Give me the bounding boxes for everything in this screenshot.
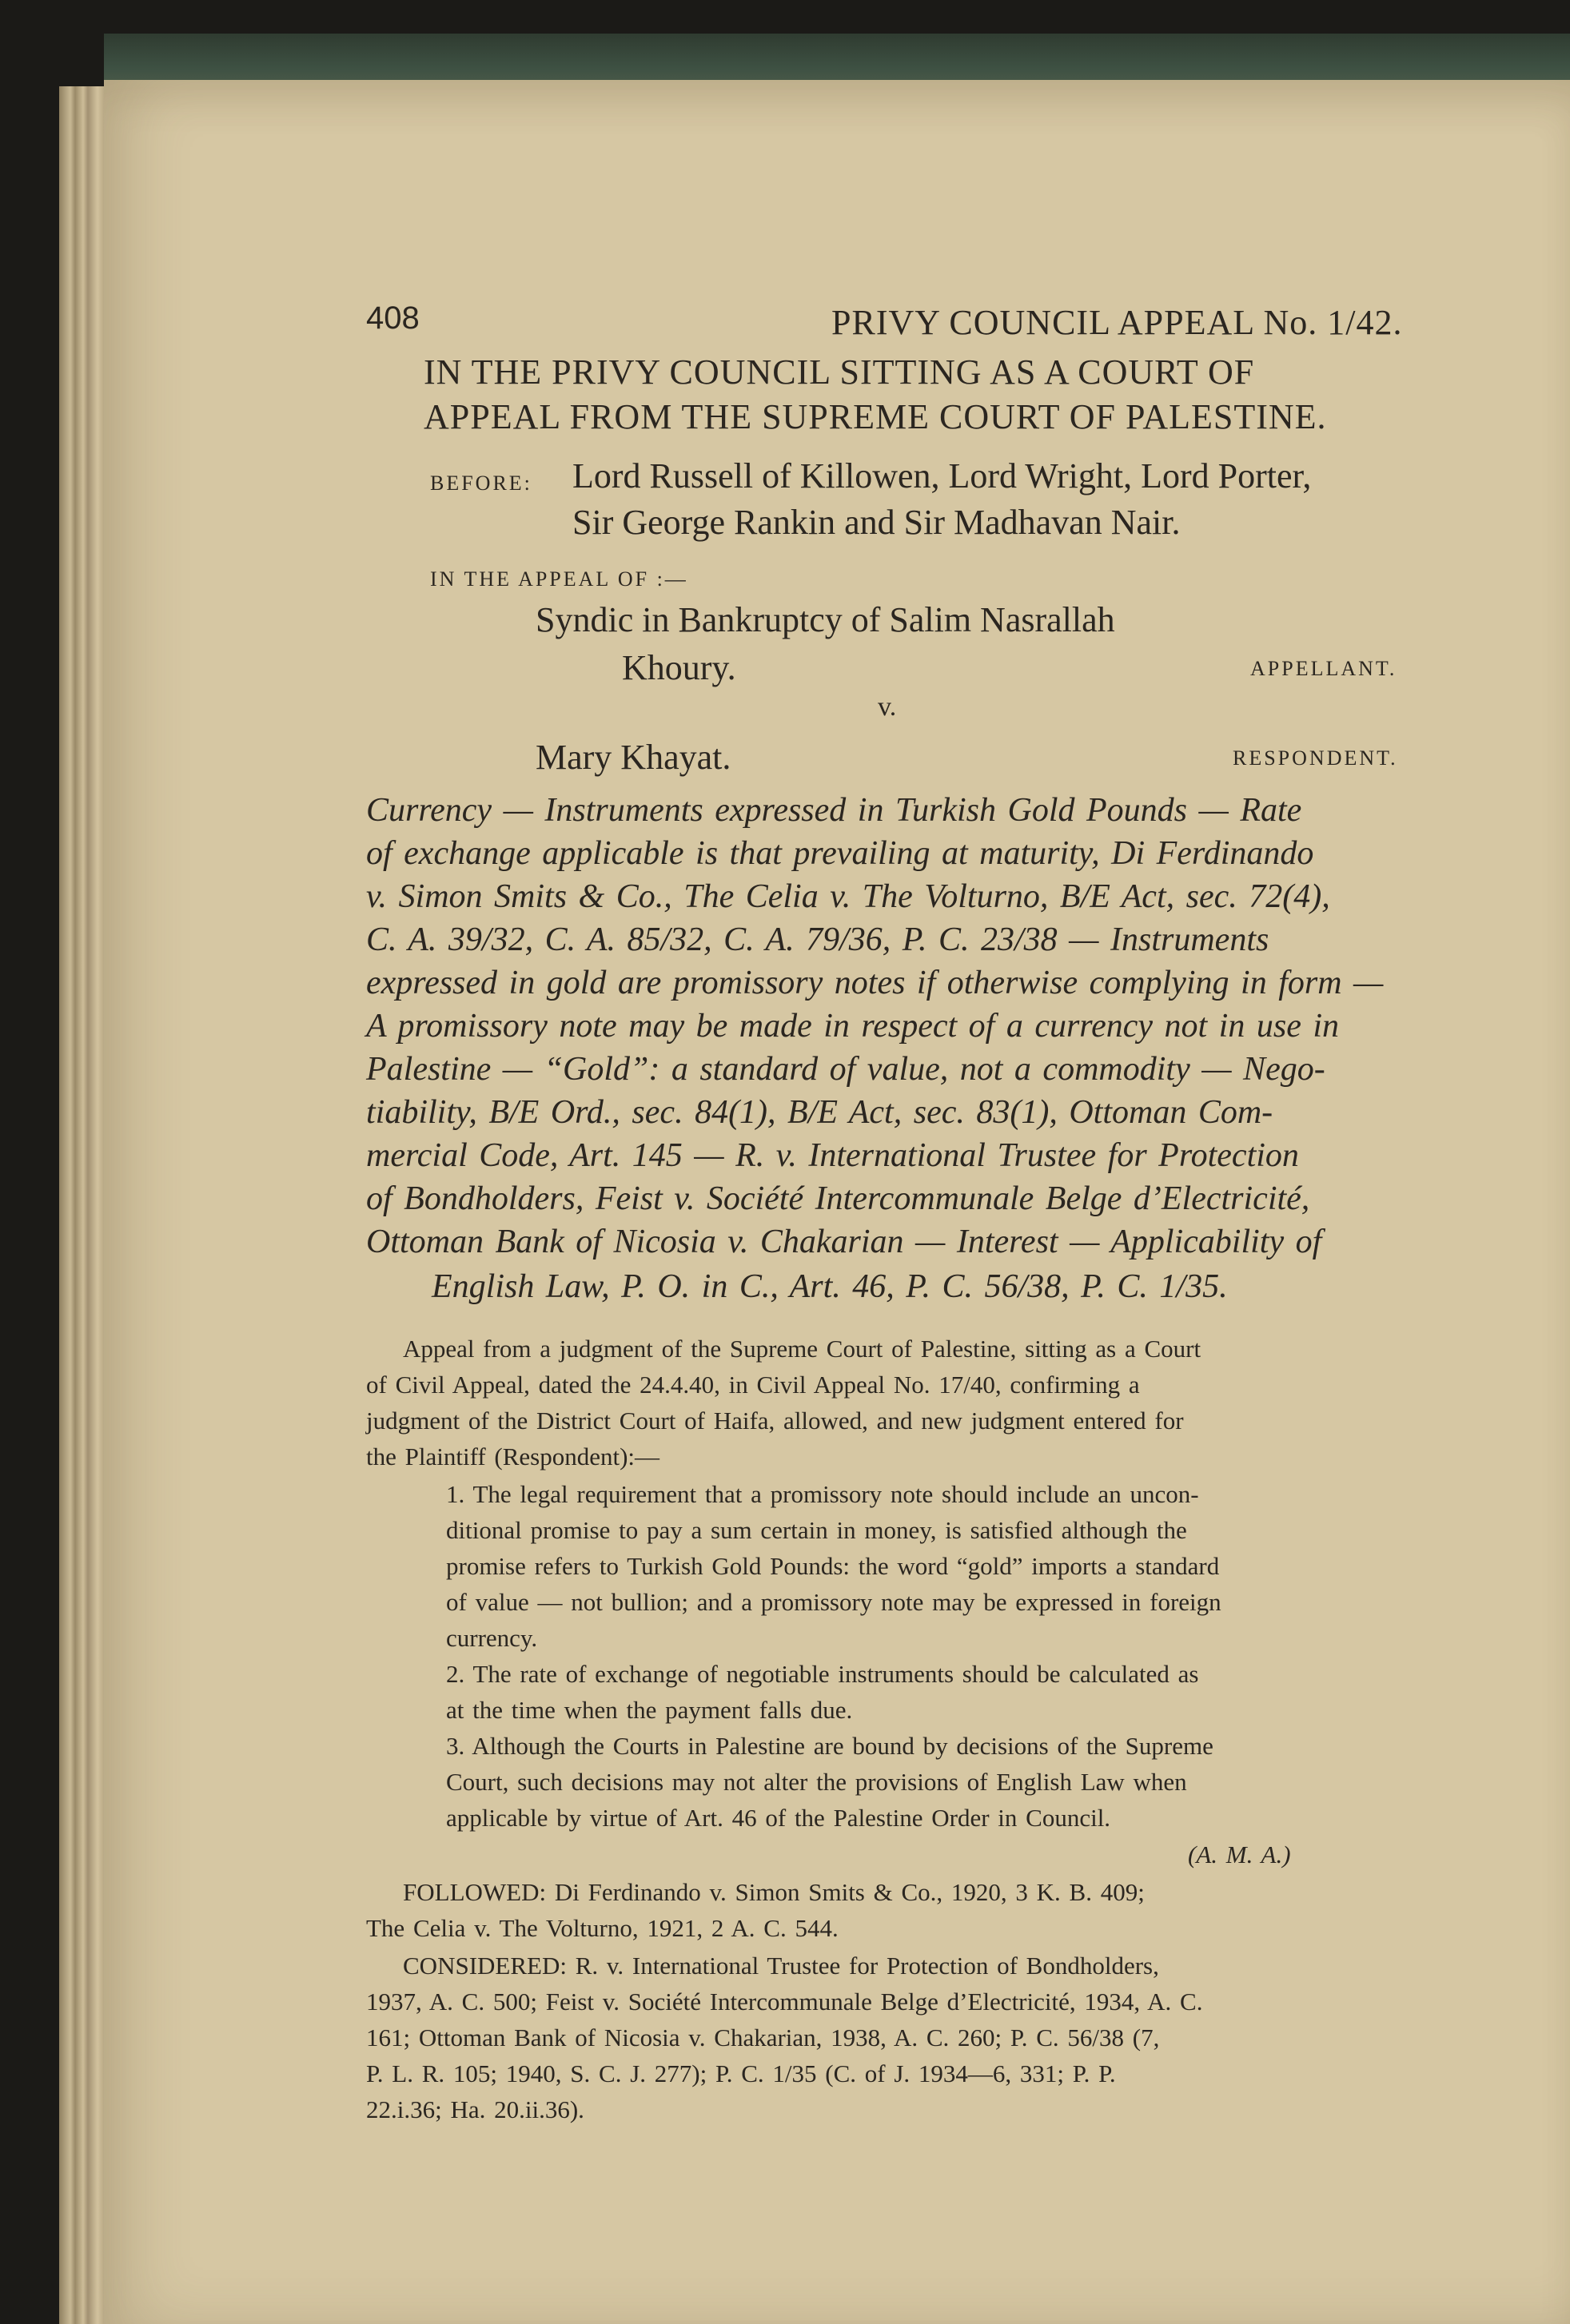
holding-line: 1. The legal requirement that a promissory note should include an uncon- <box>446 1480 1199 1508</box>
court-heading-line: IN THE PRIVY COUNCIL SITTING AS A COURT OF <box>424 352 1255 392</box>
page-number: 408 <box>366 300 420 336</box>
catchword-line: Palestine — “Gold”: a standard of value, not a commodity — Nego- <box>366 1051 1325 1088</box>
appellant-name: Syndic in Bankruptcy of Salim Nasrallah <box>536 600 1115 639</box>
catchword-line: English Law, P. O. in C., Art. 46, P. C. 56/38, P. C. 1/35. <box>432 1268 1228 1305</box>
catchword-line: v. Simon Smits & Co., The Celia v. The Volturno, B/E Act, sec. 72(4), <box>366 878 1330 915</box>
appellant-name: Khoury. <box>622 648 736 687</box>
catchword-line: expressed in gold are promissory notes if otherwise complying in form — <box>366 965 1384 1001</box>
holding-line: ditional promise to pay a sum certain in money, is satisfied although the <box>446 1516 1187 1544</box>
considered-line: 22.i.36; Ha. 20.ii.36). <box>366 2095 584 2123</box>
followed-line: The Celia v. The Volturno, 1921, 2 A. C. 544. <box>366 1914 839 1942</box>
holding-line: Court, such decisions may not alter the provisions of English Law when <box>446 1768 1187 1796</box>
intro-line: of Civil Appeal, dated the 24.4.40, in Civil Appeal No. 17/40, confirming a <box>366 1371 1140 1399</box>
catchword-line: Ottoman Bank of Nicosia v. Chakarian — Interest — Applicability of <box>366 1224 1322 1260</box>
judges-line: Lord Russell of Killowen, Lord Wright, Lord Porter, <box>572 456 1312 495</box>
catchword-line: C. A. 39/32, C. A. 85/32, C. A. 79/36, P. C. 23/38 — Instruments <box>366 921 1269 958</box>
considered-line: 161; Ottoman Bank of Nicosia v. Chakarian, 1938, A. C. 260; P. C. 56/38 (7, <box>366 2024 1160 2051</box>
holding-line: applicable by virtue of Art. 46 of the Palestine Order in Council. <box>446 1804 1111 1832</box>
holding-line: of value — not bullion; and a promissory note may be expressed in foreign <box>446 1588 1221 1616</box>
considered-line: P. L. R. 105; 1940, S. C. J. 277); P. C. 1/35 (C. of J. 1934—6, 331; P. P. <box>366 2059 1116 2087</box>
intro-line: judgment of the District Court of Haifa, allowed, and new judgment entered for <box>366 1407 1184 1435</box>
considered-line: CONSIDERED: R. v. International Trustee for Protection of Bondholders, <box>403 1952 1159 1980</box>
holding-line: 2. The rate of exchange of negotiable instruments should be calculated as <box>446 1660 1199 1688</box>
before-label: BEFORE: <box>430 472 532 495</box>
considered-line: 1937, A. C. 500; Feist v. Société Intercommunale Belge d’Electricité, 1934, A. C. <box>366 1988 1203 2016</box>
catchword-line: mercial Code, Art. 145 — R. v. International Trustee for Protection <box>366 1137 1299 1174</box>
appeal-number: PRIVY COUNCIL APPEAL No. 1/42. <box>831 303 1403 342</box>
intro-line: Appeal from a judgment of the Supreme Court of Palestine, sitting as a Court <box>403 1335 1201 1363</box>
followed-line: FOLLOWED: Di Ferdinando v. Simon Smits & Co., 1920, 3 K. B. 409; <box>403 1878 1145 1906</box>
book-page <box>104 80 1570 2324</box>
catchword-line: Currency — Instruments expressed in Turkish Gold Pounds — Rate <box>366 792 1302 829</box>
reporter-initials: (A. M. A.) <box>1188 1840 1291 1868</box>
in-the-appeal-of-label: IN THE APPEAL OF :— <box>430 567 688 591</box>
catchword-line: of exchange applicable is that prevailing at maturity, Di Ferdinando <box>366 835 1314 872</box>
court-heading-line: APPEAL FROM THE SUPREME COURT OF PALESTINE. <box>424 397 1327 436</box>
appellant-role: APPELLANT. <box>1250 657 1397 680</box>
holding-line: promise refers to Turkish Gold Pounds: the word “gold” imports a standard <box>446 1552 1220 1580</box>
judges-line: Sir George Rankin and Sir Madhavan Nair. <box>572 503 1181 542</box>
respondent-name: Mary Khayat. <box>536 738 731 777</box>
versus: v. <box>878 692 897 722</box>
holding-line: at the time when the payment falls due. <box>446 1696 853 1724</box>
catchword-line: A promissory note may be made in respect of a currency not in use in <box>366 1008 1340 1045</box>
holding-line: 3. Although the Courts in Palestine are bound by decisions of the Supreme <box>446 1732 1213 1760</box>
catchword-line: tiability, B/E Ord., sec. 84(1), B/E Act, sec. 83(1), Ottoman Com- <box>366 1094 1273 1131</box>
holding-line: currency. <box>446 1624 538 1652</box>
catchword-line: of Bondholders, Feist v. Société Intercommunale Belge d’Electricité, <box>366 1180 1310 1217</box>
intro-line: the Plaintiff (Respondent):— <box>366 1443 660 1470</box>
respondent-role: RESPONDENT. <box>1233 746 1398 770</box>
